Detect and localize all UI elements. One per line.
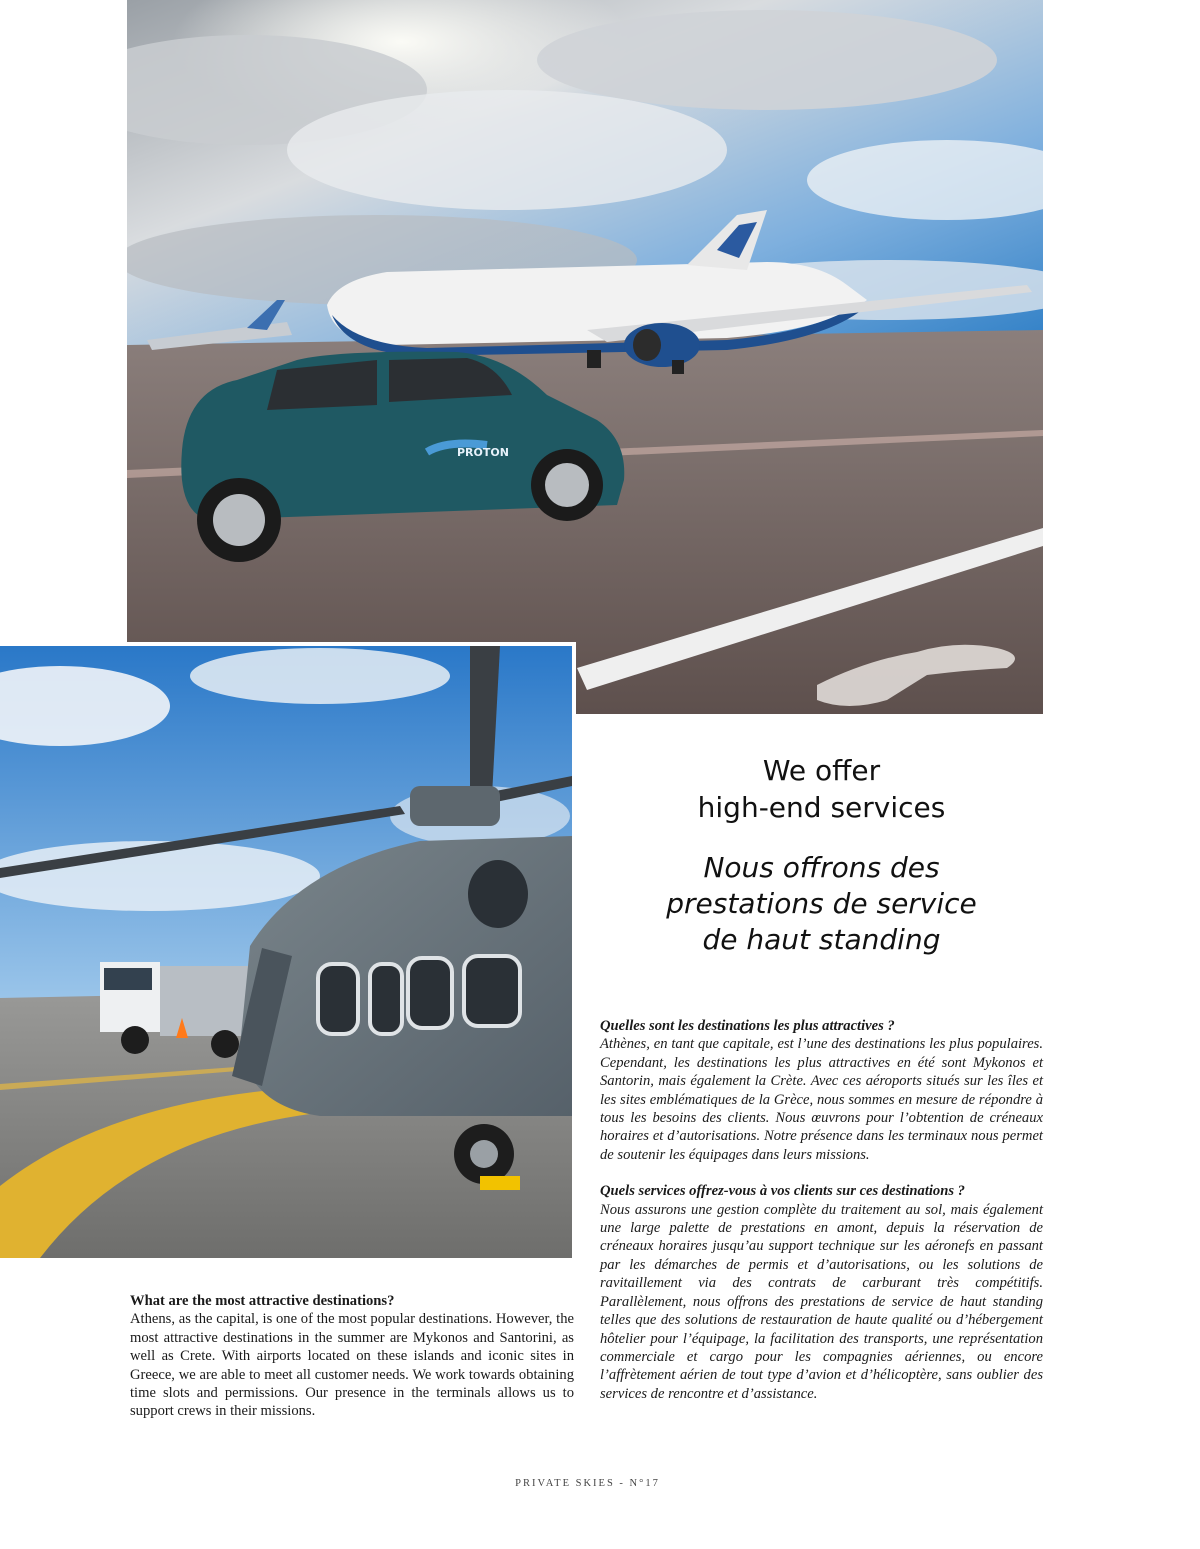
- helicopter-refuel-photo: [0, 642, 576, 1258]
- answer-fr-2: Nous assurons une gestion complète du traitement au sol, mais également une large palette de prestations en amont, depuis la réservation de créneaux horaires jusqu’au support technique sur les aéronefs en passant par les démarches de permis et d’autorisations, ou les solutions de ravitaillement via des contrats de carburant très compétitifs. Parallèlement, nous offrons des prestations de service de haut standing telles que des solutions de restauration de haute qualité ou d’hébergement hôtelier pour l’équipage, la facilitation des transports, une représentation commerciale et cargo pour les compagnies aériennes, ou encore l’affrètement aérien de tout type d’avion et d’hélicoptère, sans oublier des services de rencontre et d’assistance.: [600, 1201, 1043, 1402]
- headline-fr-line-1: Nous offrons des: [703, 851, 940, 884]
- question-fr-2: Quels services offrez-vous à vos clients sur ces destinations ?: [600, 1183, 965, 1200]
- airport-apron-photo: [127, 0, 1043, 714]
- headline: [600, 752, 1043, 958]
- car-logo-text: PROTON: [457, 446, 509, 459]
- answer-fr-1: Athènes, en tant que capitale, est l’une des destinations les plus populaires. Cependant, les destinations les plus attractives en été sont Mykonos et Santorin, mais également la Crète. Avec ces aéroports situés sur les îles et les sites emblématiques de la Grèce, nous sommes en mesure de répondre à tous les besoins des clients. Nous œuvrons pour l’obtention de créneaux horaires et d’autorisations. Notre présence dans les terminaux nous permet de soutenir les équipages dans leurs missions.: [600, 1036, 1043, 1163]
- headline-fr-line-3: de haut standing: [702, 923, 941, 956]
- french-article-column: [600, 1017, 1043, 1403]
- headline-fr-line-2: prestations de service: [666, 887, 977, 920]
- headline-en-line-1: We offer: [762, 754, 881, 787]
- question-fr-1: Quelles sont les destinations les plus attractives ?: [600, 1018, 895, 1034]
- headline-en-line-2: high-end services: [697, 791, 946, 824]
- english-article-column: [130, 1292, 574, 1421]
- question-en-1: What are the most attractive destinations?: [130, 1293, 395, 1309]
- airport-apron-photo-icon: [127, 0, 1043, 714]
- headline-english: [600, 752, 1043, 826]
- headline-french: [600, 850, 1043, 958]
- answer-en-1: Athens, as the capital, is one of the most popular destinations. However, the most attractive destinations in the summer are Mykonos and Santorini, as well as Crete. With airports located on these islands and iconic sites in Greece, we are able to meet all customer needs. We work towards obtaining time slots and permissions. Our presence in the terminals allows us to support crews in their missions.: [130, 1311, 574, 1420]
- helicopter-refuel-photo-icon: [0, 646, 572, 1258]
- page-folio: PRIVATE SKIES - N°17: [515, 1478, 660, 1489]
